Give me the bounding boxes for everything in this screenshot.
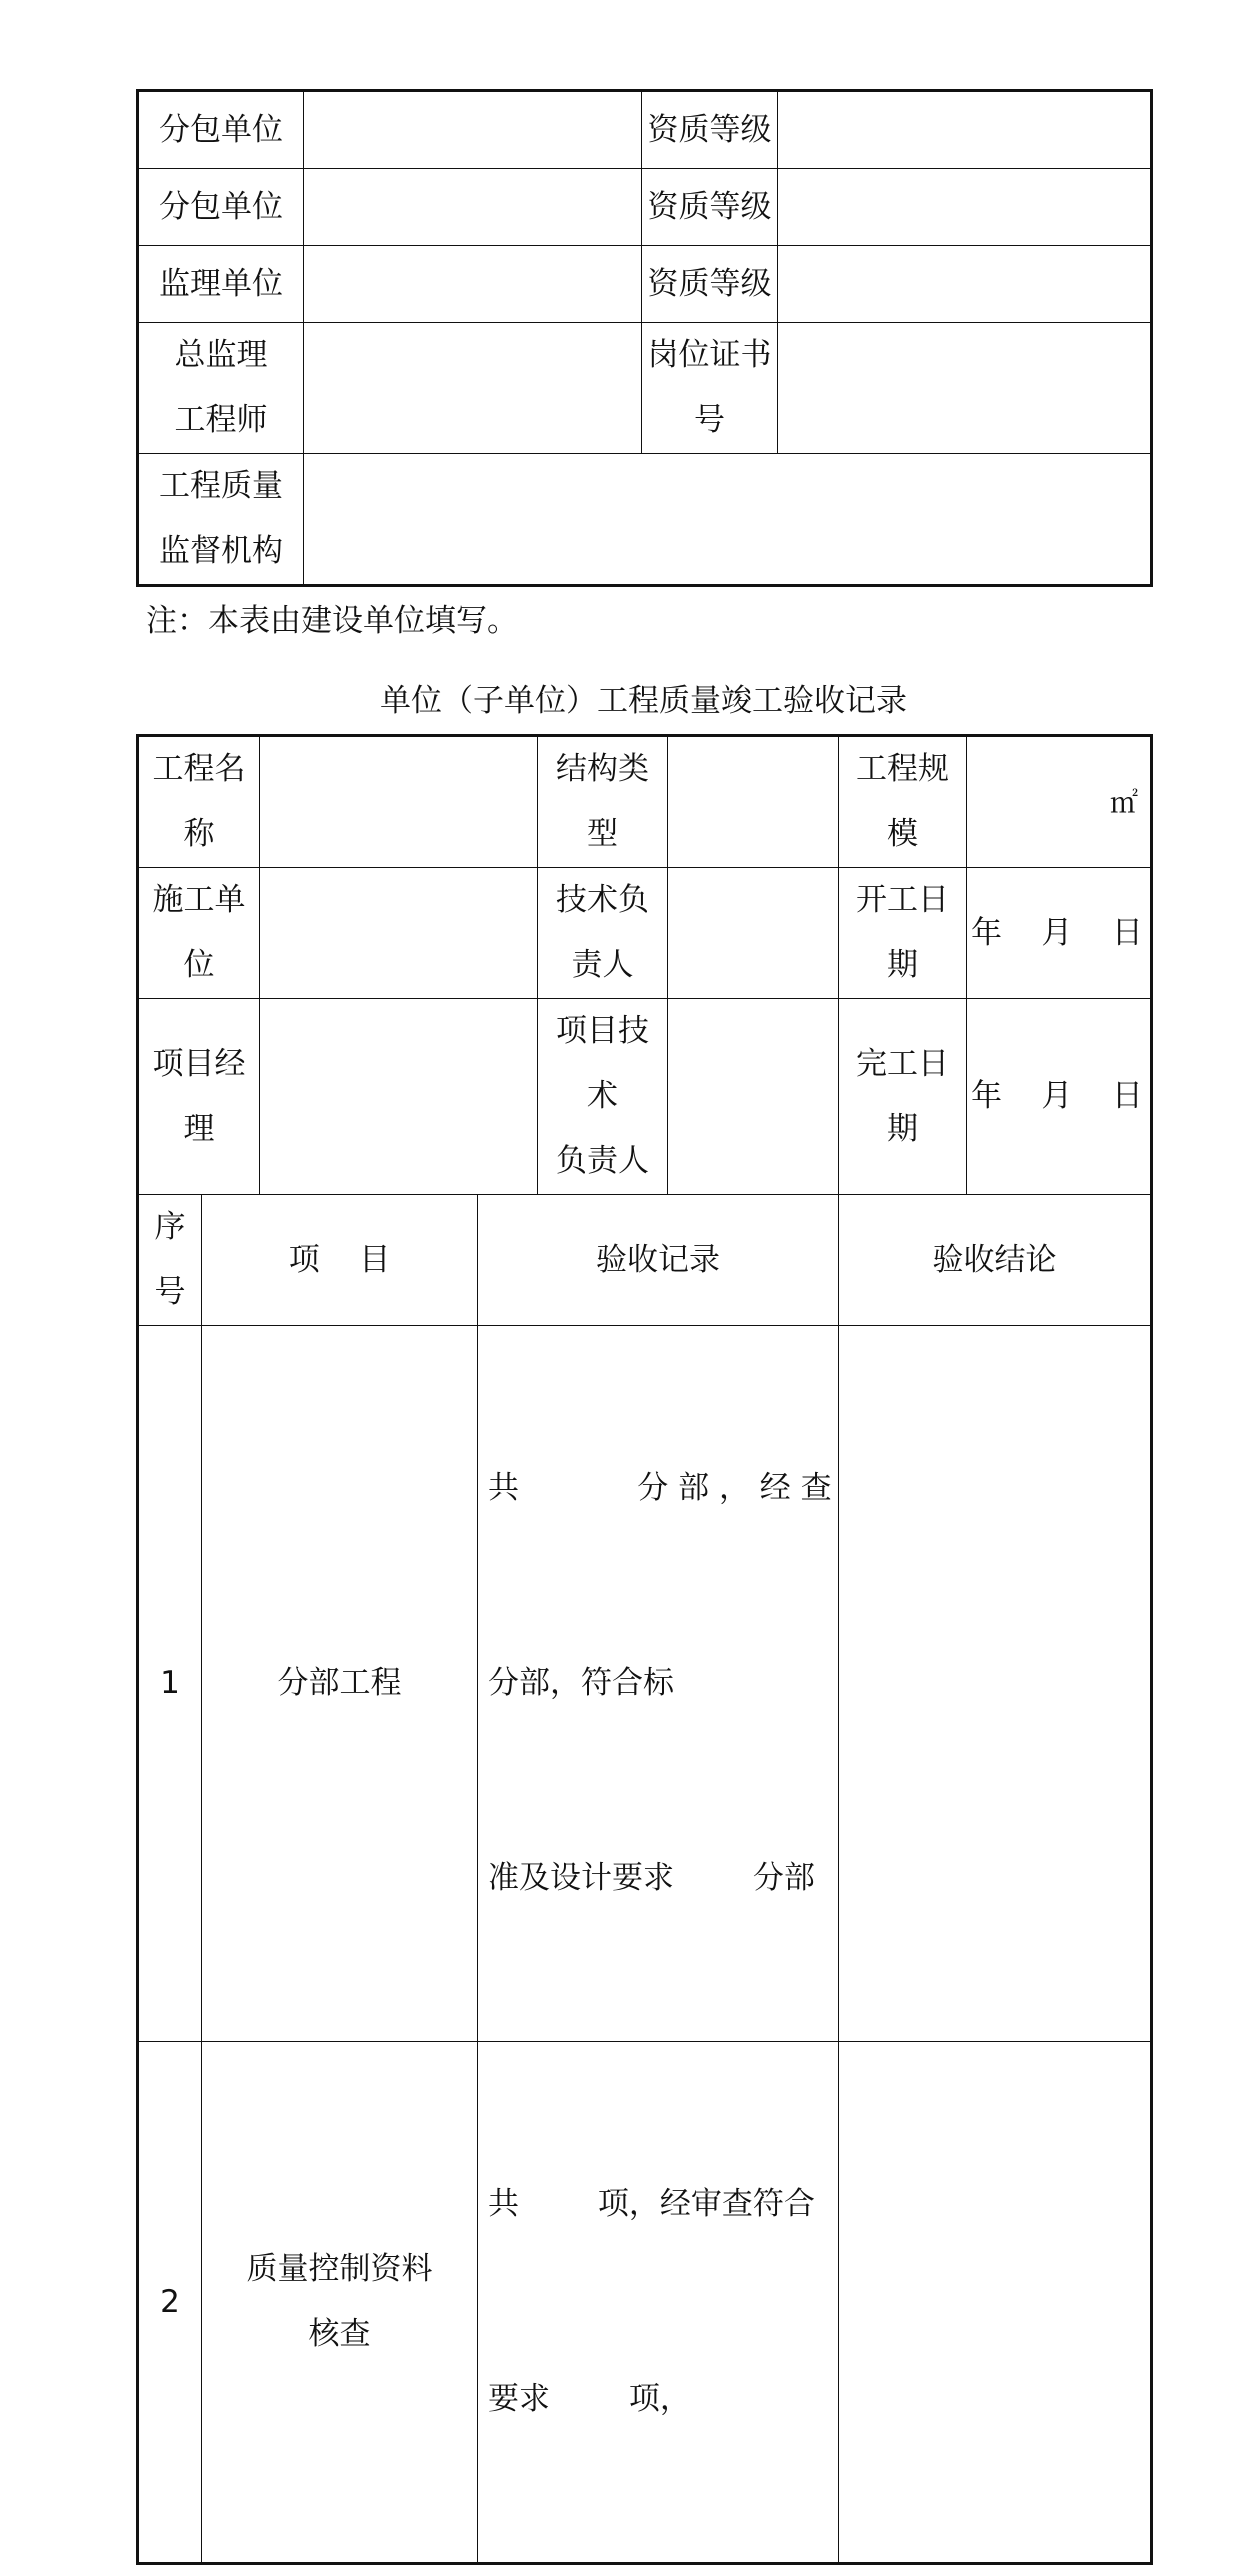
supervision-unit-label: 监理单位 — [138, 246, 304, 323]
project-scale-unit[interactable]: ㎡ — [967, 736, 1152, 868]
record-cell[interactable]: 共 项，经审查符合 要求 项， — [478, 2042, 839, 2564]
tech-lead-label: 技术负 责人 — [538, 868, 668, 999]
quality-agency-value[interactable] — [304, 454, 1152, 586]
project-manager-value[interactable] — [260, 999, 538, 1195]
project-name-value[interactable] — [260, 736, 538, 868]
start-date-value[interactable]: 年 月 日 — [967, 868, 1152, 999]
start-date-label: 开工日 期 — [839, 868, 967, 999]
item-header: 项 目 — [202, 1195, 478, 1326]
conclusion-cell[interactable] — [839, 2042, 1152, 2564]
qualification-label-2: 资质等级 — [642, 169, 778, 246]
subcontractor-label-1: 分包单位 — [138, 91, 304, 169]
record-title: 单位（子单位）工程质量竣工验收记录 — [380, 683, 907, 719]
conclusion-cell[interactable] — [839, 1326, 1152, 2042]
certificate-number-value[interactable] — [778, 323, 1152, 454]
quality-agency-label: 工程质量 监督机构 — [138, 454, 304, 586]
record-cell[interactable]: 共 分 部 ， 经 查 分部，符合标 准及设计要求 分部 — [478, 1326, 839, 2042]
organization-info-table — [136, 89, 1153, 587]
structure-type-label: 结构类 型 — [538, 736, 668, 868]
record-header: 验收记录 — [478, 1195, 839, 1326]
contractor-value[interactable] — [260, 868, 538, 999]
qualification-label-3: 资质等级 — [642, 246, 778, 323]
item-name-cell: 分部工程 — [202, 1326, 478, 2042]
supervision-unit-value[interactable] — [304, 246, 642, 323]
qualification-value-2[interactable] — [778, 169, 1152, 246]
chief-supervisor-value[interactable] — [304, 323, 642, 454]
tech-lead-value[interactable] — [668, 868, 839, 999]
subcontractor-value-2[interactable] — [304, 169, 642, 246]
project-name-label: 工程名 称 — [138, 736, 260, 868]
finish-date-value[interactable]: 年 月 日 — [967, 999, 1152, 1195]
subcontractor-label-2: 分包单位 — [138, 169, 304, 246]
seq-cell: 2 — [138, 2042, 202, 2564]
project-tech-lead-value[interactable] — [668, 999, 839, 1195]
certificate-number-label: 岗位证书 号 — [642, 323, 778, 454]
qualification-label-1: 资质等级 — [642, 91, 778, 169]
subcontractor-value-1[interactable] — [304, 91, 642, 169]
qualification-value-3[interactable] — [778, 246, 1152, 323]
project-tech-lead-label: 项目技 术 负责人 — [538, 999, 668, 1195]
seq-cell: 1 — [138, 1326, 202, 2042]
chief-supervisor-label: 总监理 工程师 — [138, 323, 304, 454]
table-note: 注：本表由建设单位填写。 — [146, 603, 518, 639]
contractor-label: 施工单 位 — [138, 868, 260, 999]
project-manager-label: 项目经 理 — [138, 999, 260, 1195]
finish-date-label: 完工日 期 — [839, 999, 967, 1195]
conclusion-header: 验收结论 — [839, 1195, 1152, 1326]
completion-acceptance-table-body — [136, 734, 1153, 2565]
item-name-cell: 质量控制资料 核查 — [202, 2042, 478, 2564]
qualification-value-1[interactable] — [778, 91, 1152, 169]
structure-type-value[interactable] — [668, 736, 839, 868]
project-scale-label: 工程规 模 — [839, 736, 967, 868]
table-row — [138, 2042, 1152, 2564]
seq-header: 序 号 — [138, 1195, 202, 1326]
table-row — [138, 1326, 1152, 2042]
